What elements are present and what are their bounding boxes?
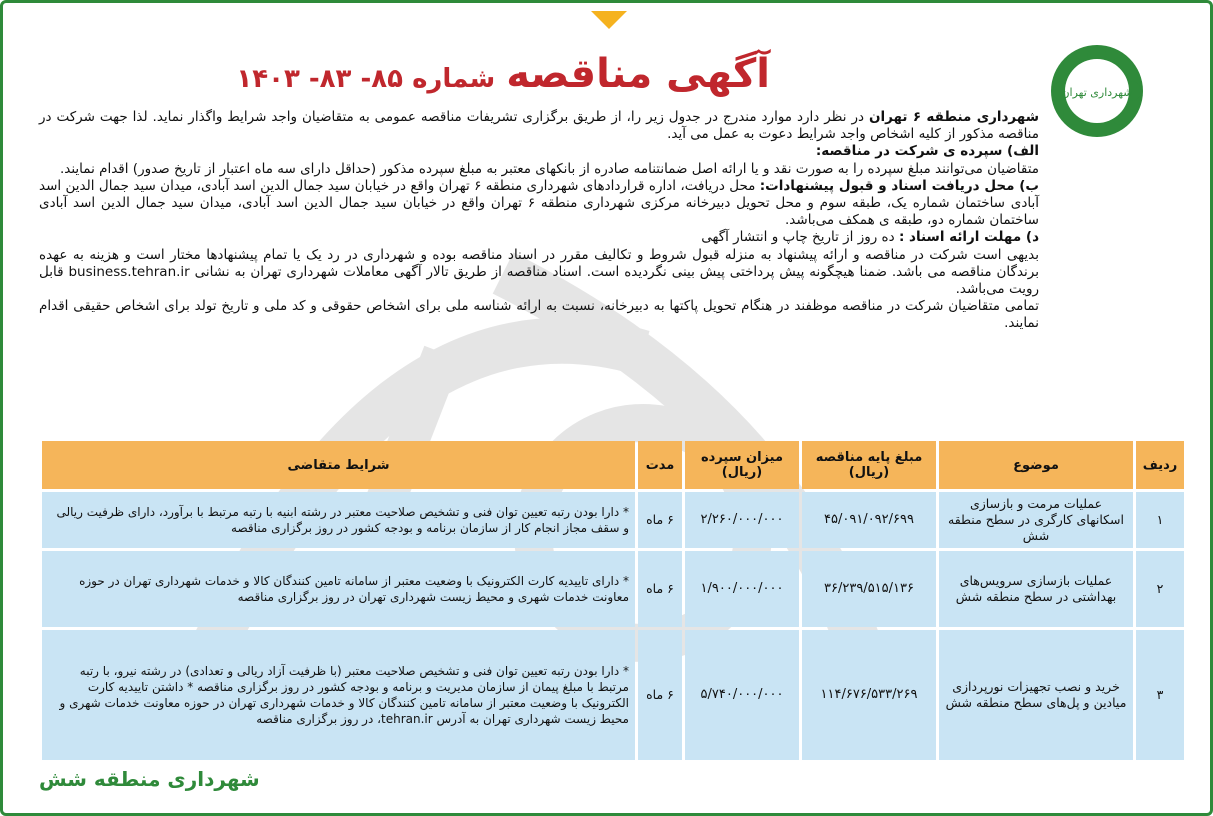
header-conditions: شرایط متقاضی — [42, 441, 635, 489]
cell-conditions: * دارا بودن رتبه تعیین توان فنی و تشخیص صلاحیت معتبر (با ظرفیت آزاد ریالی و تعدادی) در رشته نیرو، با رتبه مرتبط با مبلغ پیمان از سازمان مدیریت و برنامه و بودجه کشور در روز برگزاری مناقصه * داشتن تاییدیه کارت الکترونیک با وضعیت معتبر از سامانه تامین کنندگان کالا و خدمات شهرداری تهران در حوزه معاونت خدمات شهری و محیط زیست شهرداری تهران به آدرس tehran.ir، در روز برگزاری مناقصه — [42, 630, 635, 760]
top-triangle-marker — [591, 11, 627, 29]
cell-base-amount: ۱۱۴/۶۷۶/۵۳۳/۲۶۹ — [802, 630, 936, 760]
cell-base-amount: ۳۶/۲۳۹/۵۱۵/۱۳۶ — [802, 551, 936, 627]
cell-subject: عملیات مرمت و بازسازی اسکانهای کارگری در سطح منطقه شش — [939, 492, 1133, 548]
tender-table — [39, 438, 1187, 756]
cell-conditions: * دارای تاییدیه کارت الکترونیک با وضعیت معتبر از سامانه تامین کنندگان کالا و خدمات شهرداری تهران در حوزه معاونت خدمات شهری و محیط زیست شهرداری تهران در روز برگزاری مناقصه — [42, 551, 635, 627]
header-row-num: ردیف — [1136, 441, 1184, 489]
header-duration: مدت — [638, 441, 682, 489]
cell-deposit: ۱/۹۰۰/۰۰۰/۰۰۰ — [685, 551, 799, 627]
section-a-text: متقاضیان می‌توانند مبلغ سپرده را به صورت نقد و یا ارائه اصل ضمانتنامه صادره از بانکهای معتبر به مبلغ سپرده مذکور (حداقل دارای سه ماه اعتبار از تاریخ صدور) اقدام نمایند. — [59, 160, 1039, 177]
tehran-municipality-logo — [1045, 39, 1149, 143]
cell-row-num: ۳ — [1136, 630, 1184, 760]
section-a-heading: الف) سپرده ی شرکت در مناقصه: — [815, 143, 1039, 160]
notice-body — [39, 109, 1039, 333]
header-subject: موضوع — [939, 441, 1133, 489]
cell-duration: ۶ ماه — [638, 630, 682, 760]
cell-duration: ۶ ماه — [638, 551, 682, 627]
section-b-text: محل دریافت، اداره قراردادهای شهرداری منطقه ۶ تهران واقع در خیابان سید جمال الدین اسد آبادی، میدان سید جمال الدین اسد آبادی ساختمان شماره یک، طبقه سوم و محل تحویل دبیرخانه مرکزی شهرداری منطقه ۶ تهران واقع در خیابان سید جمال الدین اسد آبادی، میدان سید جمال الدین اسد آبادی ساختمان شماره دو، طبقه ی همکف می‌باشد. — [39, 177, 1039, 229]
section-b-heading: ب) محل دریافت اسناد و قبول پیشنهادات: — [759, 177, 1039, 194]
section-a — [39, 143, 1039, 177]
cell-row-num: ۲ — [1136, 551, 1184, 627]
table-header-row — [42, 441, 1184, 489]
intro-text: در نظر دارد موارد مندرج در جدول زیر را، از طریق برگزاری تشریفات مناقصه عمومی به متقاضیان واجد شرایط واگذار نماید. لذا جهت شرکت در مناقصه مذکور از کلیه اشخاص واجد شرایط دعوت به عمل می آید. — [39, 109, 1039, 143]
cell-row-num: ۱ — [1136, 492, 1184, 548]
title-main: آگهی مناقصه — [506, 51, 770, 97]
cell-deposit: ۵/۷۴۰/۰۰۰/۰۰۰ — [685, 630, 799, 760]
footer-signature: شهرداری منطقه شش — [39, 767, 260, 791]
table-row — [42, 492, 1184, 548]
intro-lead: شهرداری منطقه ۶ تهران — [868, 109, 1039, 125]
cell-duration: ۶ ماه — [638, 492, 682, 548]
section-d — [39, 229, 1039, 246]
header-base-amount: مبلغ پایه مناقصه (ریال) — [802, 441, 936, 489]
cell-base-amount: ۴۵/۰۹۱/۰۹۲/۶۹۹ — [802, 492, 936, 548]
cell-subject: عملیات بازسازی سرویس‌های بهداشتی در سطح منطقه شش — [939, 551, 1133, 627]
notice-title — [236, 51, 770, 97]
table-row — [42, 551, 1184, 627]
table-row — [42, 630, 1184, 760]
tender-number: شماره ۸۵- ۸۳- ۱۴۰۳ — [236, 64, 496, 94]
notes-paragraph-1: بدیهی است شرکت در مناقصه و ارائه پیشنهاد به منزله قبول شروط و تکالیف مقرر در اسناد مناقصه بوده و شهرداری در رد یک یا تمام پیشنهادها مختار است و هزینه به عهده برندگان مناقصه می باشد. ضمنا هیچگونه پیش پرداختی پیش بینی نگردیده است. اسناد مناقصه از طریق تالار آگهی معاملات شهرداری تهران به نشانی business.tehran.ir قابل رویت می‌باشد. — [39, 246, 1039, 298]
cell-subject: خرید و نصب تجهیزات نورپردازی میادین و پل‌های سطح منطقه شش — [939, 630, 1133, 760]
header-deposit: میزان سپرده (ریال) — [685, 441, 799, 489]
svg-text:شهرداری تهران: شهرداری تهران — [1061, 86, 1133, 99]
section-d-text: ده روز از تاریخ چاپ و انتشار آگهی — [701, 229, 895, 246]
section-b — [39, 178, 1039, 230]
intro-paragraph — [39, 109, 1039, 143]
section-d-heading: د) مهلت ارائه اسناد : — [898, 229, 1039, 246]
cell-conditions: * دارا بودن رتبه تعیین توان فنی و تشخیص صلاحیت معتبر در رشته ابنیه با رتبه مرتبط با برآورد، دارای ظرفیت ریالی و سقف مجاز انجام کار از سازمان برنامه و بودجه کشور در روز برگزاری مناقصه — [42, 492, 635, 548]
cell-deposit: ۲/۲۶۰/۰۰۰/۰۰۰ — [685, 492, 799, 548]
notes-paragraph-2: تمامی متقاضیان شرکت در مناقصه موظفند در هنگام تحویل پاکتها به دبیرخانه، نسبت به ارائه شناسه ملی برای اشخاص حقوقی و کد ملی و تاریخ تولد برای اشخاص حقیقی اقدام نمایند. — [39, 298, 1039, 332]
